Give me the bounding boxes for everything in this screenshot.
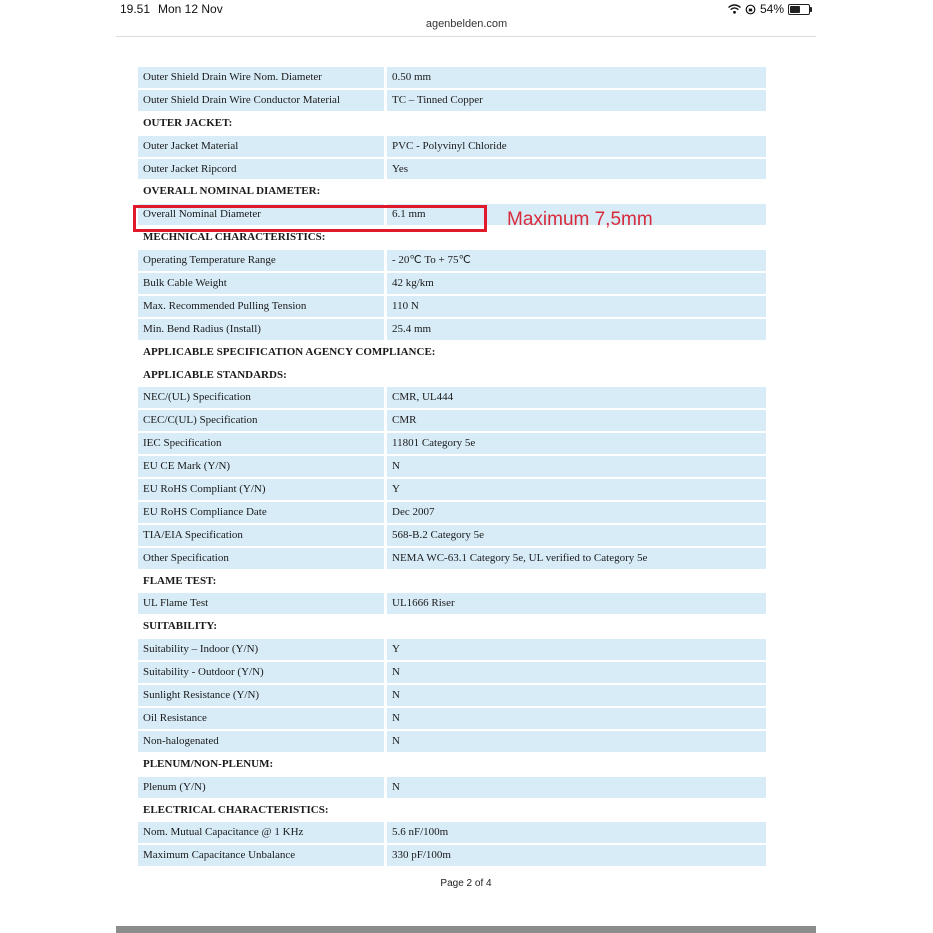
- table-row: [138, 593, 766, 614]
- spec-table: [138, 67, 766, 868]
- row-label: TIA/EIA Specification: [138, 525, 384, 546]
- row-value: UL1666 Riser: [387, 593, 766, 614]
- table-row: [138, 731, 766, 752]
- row-value: CMR, UL444: [387, 387, 766, 408]
- row-value: - 20℃ To + 75℃: [387, 250, 766, 271]
- row-label: Maximum Capacitance Unbalance: [138, 845, 384, 866]
- row-value: NEMA WC-63.1 Category 5e, UL verified to Category 5e: [387, 548, 766, 569]
- battery-icon: [788, 4, 810, 15]
- table-row: [138, 410, 766, 431]
- row-label: Bulk Cable Weight: [138, 273, 384, 294]
- table-row: [138, 662, 766, 683]
- toolbar-divider: [116, 36, 816, 37]
- page-number: Page 2 of 4: [440, 878, 492, 889]
- section-heading: ELECTRICAL CHARACTERISTICS:: [143, 803, 329, 816]
- row-value: N: [387, 708, 766, 729]
- row-label: Oil Resistance: [138, 708, 384, 729]
- table-row: [138, 159, 766, 180]
- table-row: [138, 548, 766, 569]
- table-row: [138, 685, 766, 706]
- row-value: 6.1 mm: [387, 204, 766, 225]
- status-date: Mon 12 Nov: [158, 2, 223, 16]
- orientation-lock-icon: [745, 4, 756, 15]
- row-label: EU CE Mark (Y/N): [138, 456, 384, 477]
- row-label: Outer Shield Drain Wire Nom. Diameter: [138, 67, 384, 88]
- row-value: 11801 Category 5e: [387, 433, 766, 454]
- row-value: CMR: [387, 410, 766, 431]
- row-value: 42 kg/km: [387, 273, 766, 294]
- row-label: Max. Recommended Pulling Tension: [138, 296, 384, 317]
- row-label: Plenum (Y/N): [138, 777, 384, 798]
- row-label: Outer Jacket Ripcord: [138, 159, 384, 180]
- table-row: [138, 319, 766, 340]
- row-label: CEC/C(UL) Specification: [138, 410, 384, 431]
- row-value: Y: [387, 639, 766, 660]
- row-value: N: [387, 731, 766, 752]
- section-heading: MECHNICAL CHARACTERISTICS:: [143, 231, 326, 244]
- row-value: N: [387, 685, 766, 706]
- table-row: [138, 502, 766, 523]
- table-row: [138, 777, 766, 798]
- table-row: [138, 136, 766, 157]
- battery-percentage: 54%: [760, 2, 785, 16]
- row-value: N: [387, 456, 766, 477]
- row-label: Outer Shield Drain Wire Conductor Material: [138, 90, 384, 111]
- status-bar: [0, 0, 933, 36]
- table-row: [138, 479, 766, 500]
- row-label: Suitability - Outdoor (Y/N): [138, 662, 384, 683]
- row-label: Outer Jacket Material: [138, 136, 384, 157]
- row-value: Yes: [387, 159, 766, 180]
- status-time: 19.51: [120, 2, 151, 16]
- row-label: EU RoHS Compliant (Y/N): [138, 479, 384, 500]
- section-heading: APPLICABLE STANDARDS:: [143, 368, 287, 381]
- table-row: [138, 67, 766, 88]
- bottom-scroll-indicator: [116, 926, 816, 933]
- row-value: Dec 2007: [387, 502, 766, 523]
- row-value: 568-B.2 Category 5e: [387, 525, 766, 546]
- row-label: NEC/(UL) Specification: [138, 387, 384, 408]
- table-row: [138, 90, 766, 111]
- row-value: TC – Tinned Copper: [387, 90, 766, 111]
- row-label: Sunlight Resistance (Y/N): [138, 685, 384, 706]
- row-label: Non-halogenated: [138, 731, 384, 752]
- table-row: [138, 273, 766, 294]
- row-label: Min. Bend Radius (Install): [138, 319, 384, 340]
- row-value: 5.6 nF/100m: [387, 822, 766, 843]
- row-value: N: [387, 662, 766, 683]
- table-row: [138, 456, 766, 477]
- section-heading: FLAME TEST:: [143, 574, 217, 587]
- row-label: Suitability – Indoor (Y/N): [138, 639, 384, 660]
- status-indicators: [728, 2, 810, 16]
- section-heading: SUITABILITY:: [143, 620, 217, 633]
- table-row: [138, 296, 766, 317]
- table-row: [138, 250, 766, 271]
- row-value: PVC - Polyvinyl Chloride: [387, 136, 766, 157]
- row-value: 0.50 mm: [387, 67, 766, 88]
- row-label: EU RoHS Compliance Date: [138, 502, 384, 523]
- table-row: [138, 433, 766, 454]
- row-value: N: [387, 777, 766, 798]
- table-row: [138, 822, 766, 843]
- table-row: [138, 387, 766, 408]
- row-value: 25.4 mm: [387, 319, 766, 340]
- address-bar-url[interactable]: agenbelden.com: [425, 18, 508, 30]
- row-value: 110 N: [387, 296, 766, 317]
- row-label: IEC Specification: [138, 433, 384, 454]
- highlight-box: [133, 205, 487, 232]
- wifi-icon: [728, 4, 741, 14]
- row-label: Operating Temperature Range: [138, 250, 384, 271]
- section-heading: OVERALL NOMINAL DIAMETER:: [143, 185, 321, 198]
- table-row: [138, 525, 766, 546]
- section-heading: OUTER JACKET:: [143, 116, 233, 129]
- row-value: Y: [387, 479, 766, 500]
- section-heading: APPLICABLE SPECIFICATION AGENCY COMPLIANCE:: [143, 345, 436, 358]
- row-label: Nom. Mutual Capacitance @ 1 KHz: [138, 822, 384, 843]
- row-label: Other Specification: [138, 548, 384, 569]
- table-row: [138, 708, 766, 729]
- table-row: [138, 845, 766, 866]
- row-label: UL Flame Test: [138, 593, 384, 614]
- row-label: Overall Nominal Diameter: [138, 204, 384, 225]
- row-value: 330 pF/100m: [387, 845, 766, 866]
- section-heading: PLENUM/NON-PLENUM:: [143, 757, 274, 770]
- table-row: [138, 639, 766, 660]
- annotation-note: Maximum 7,5mm: [507, 209, 653, 230]
